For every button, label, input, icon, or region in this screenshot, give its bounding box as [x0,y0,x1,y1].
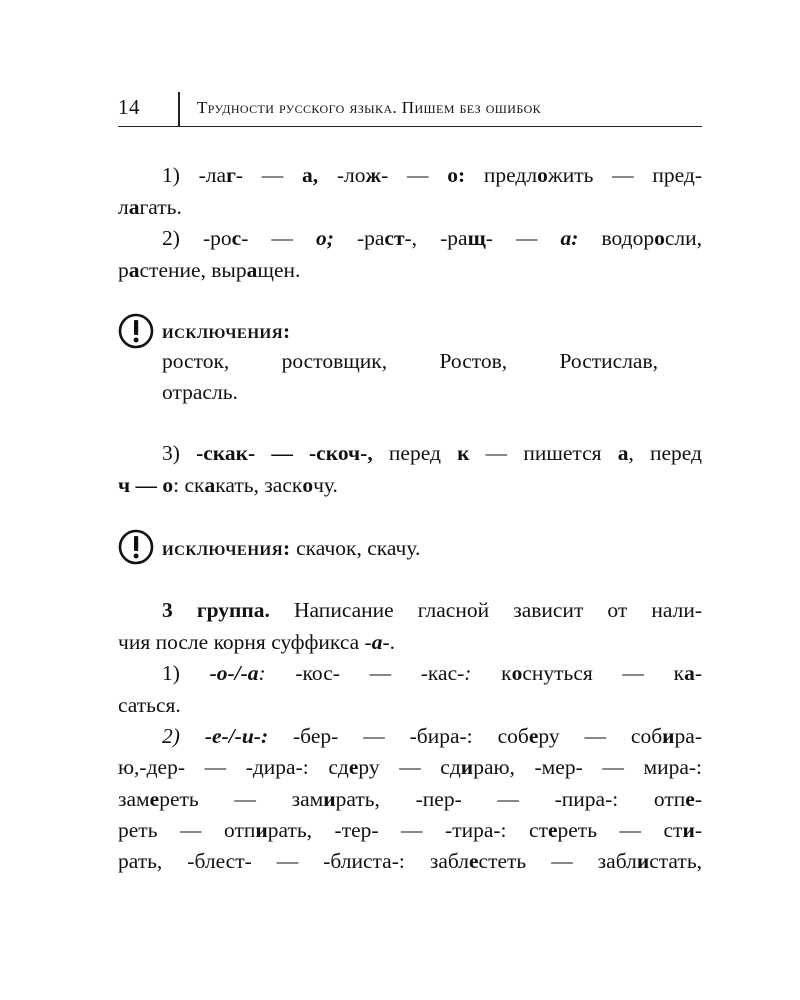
running-head [118,92,702,127]
header-divider [178,92,180,126]
group-3-rule-1-line-2: саться. [118,693,181,717]
group-3-rule-2-line-3: замереть — замирать, -пер- — -пира-: отпе- [118,787,702,811]
book-title: Трудности русского языка. Пишем без ошибок [197,98,542,117]
paragraph-3-line-1: 3) -скак- — -скоч-, перед к — пишется а, перед [162,441,703,465]
group-3-rule-1-line-1: 1) -о-/-а: -кос- — -кас-: коснуться — ка- [162,661,702,685]
paragraph-1-line-2: лагать. [118,195,182,219]
group-3-line-1: 3 группа. Написание гласной зависит от нали- [162,598,703,622]
group-3-line-2: чия после корня суффикса -а-. [118,630,395,654]
exceptions-1-line-2: отрасль. [162,380,238,404]
paragraph-1-line-1: 1) -лаг- — а, -лож- — о: предложить — пред- [162,163,702,187]
group-3-rule-2-line-5: рать, -блест- — -блиста-: заблестеть — заблистать, [118,849,702,873]
exceptions-2-line: исключения: скачок, скачу. [162,536,421,560]
group-3-rule-2-line-1: 2) -е-/-и-: -бер- — -бира-: соберу — собира- [162,724,702,748]
paragraph-2-line-2: растение, выращен. [118,258,301,282]
exceptions-1-line-1: росток, ростовщик, Ростов, Ростислав, [162,349,658,373]
paragraph-3-line-2: ч — о: скакать, заскочу. [118,473,338,497]
paragraph-2-line-1: 2) -рос- — о; -раст-, -ращ- — а: водоросли, [162,226,702,250]
group-3-rule-2-line-4: реть — отпирать, -тер- — -тира-: стереть — сти- [118,818,702,842]
group-3-rule-2-line-2: ю,-дер- — -дира-: сдеру — сдираю, -мер- — мира-: [118,755,702,779]
page-number: 14 [118,95,140,119]
exceptions-1-label: исключения: [162,319,291,343]
